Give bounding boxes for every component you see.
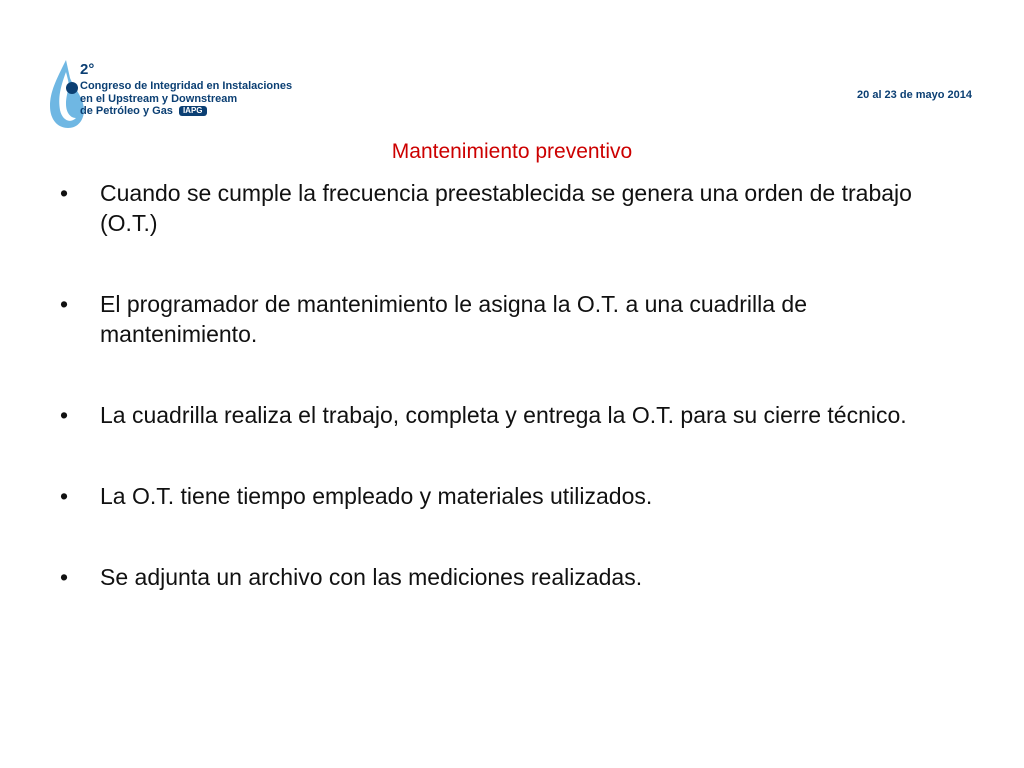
event-date: 20 al 23 de mayo 2014 (857, 89, 972, 101)
bullet-text: El programador de mantenimiento le asigna la O.T. a una cuadrilla de mantenimiento. (100, 291, 808, 347)
congress-name (80, 80, 292, 118)
bullet-marker: • (60, 180, 69, 206)
bullet-text: Se adjunta un archivo con las mediciones realizadas. (100, 564, 643, 590)
congress-name-line-2: en el Upstream y Downstream (80, 92, 238, 105)
iapg-badge: IAPG (179, 106, 207, 116)
bullet-item (60, 178, 960, 238)
bullet-marker: • (60, 483, 69, 509)
bullet-marker: • (60, 564, 69, 590)
bullet-marker: • (60, 291, 69, 317)
slide-header (0, 0, 1024, 135)
congress-name-line-3-text: de Petróleo y Gas (80, 105, 173, 117)
bullet-text: Cuando se cumple la frecuencia preestablecida se genera una orden de trabajo (O.T.) (100, 180, 912, 236)
bullet-item (60, 289, 960, 349)
congress-name-line-3 (80, 105, 292, 118)
bullet-marker: • (60, 402, 69, 428)
bullet-text: La O.T. tiene tiempo empleado y materiales utilizados. (100, 483, 653, 509)
bullet-item (60, 400, 960, 430)
slide-title: Mantenimiento preventivo (391, 140, 633, 163)
congress-edition-number: 2° (80, 61, 95, 78)
bullet-list (60, 178, 960, 643)
congress-name-line-1: Congreso de Integridad en Instalaciones (80, 80, 293, 92)
bullet-text: La cuadrilla realiza el trabajo, completa y entrega la O.T. para su cierre técnico. (100, 402, 907, 428)
bullet-item (60, 562, 960, 592)
bullet-item (60, 481, 960, 511)
